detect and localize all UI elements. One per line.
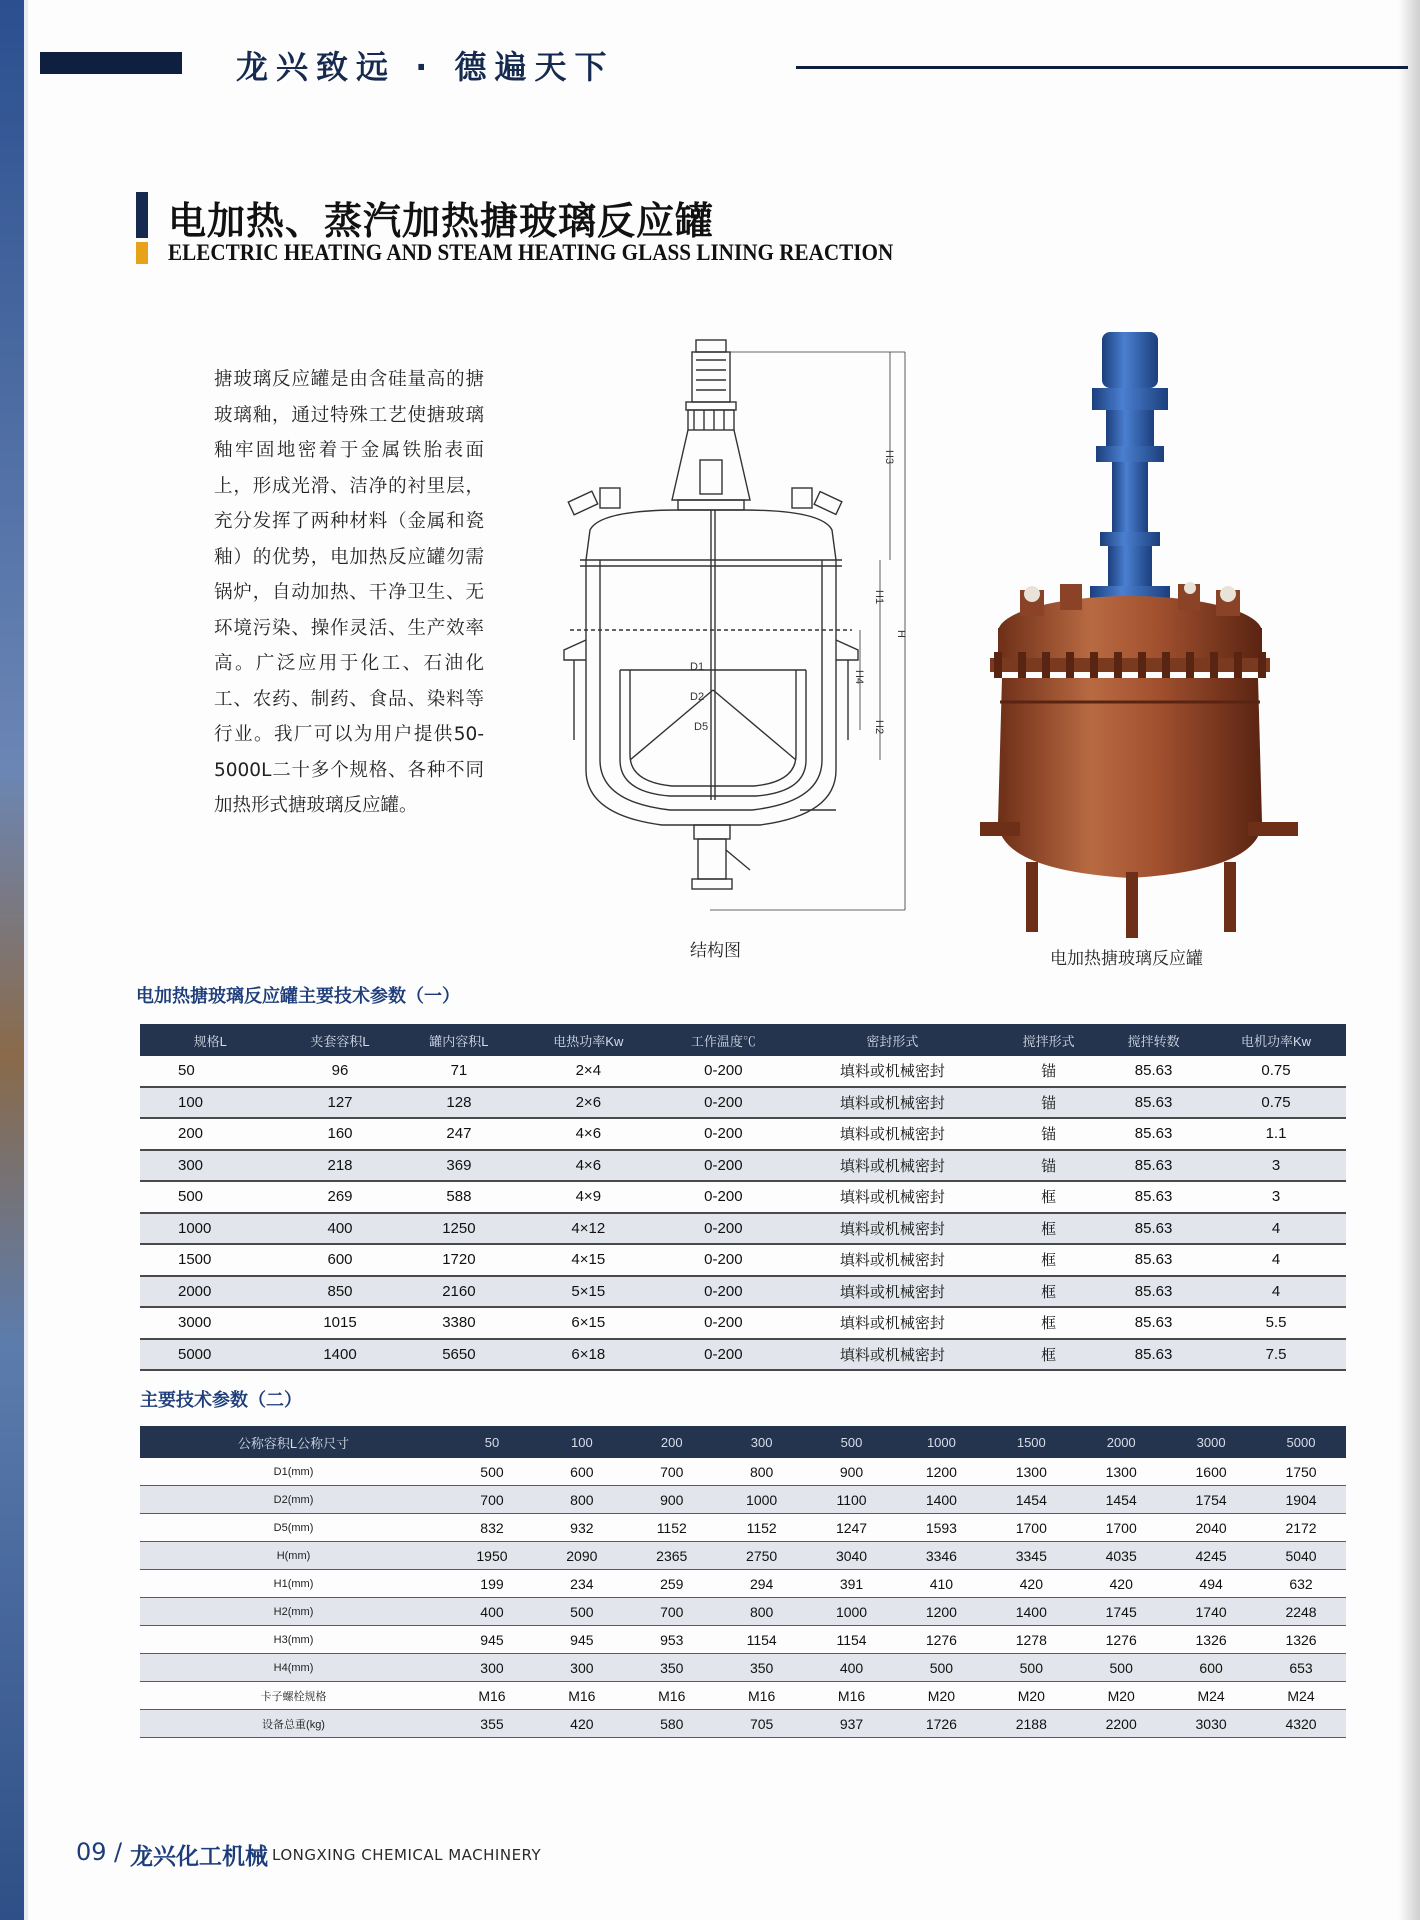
table2-cell: 900 xyxy=(807,1458,897,1486)
table2-cell: H3(mm) xyxy=(140,1626,447,1654)
table1-cell: 1400 xyxy=(281,1339,400,1371)
table2-cell: 800 xyxy=(717,1598,807,1626)
table2-cell: 300 xyxy=(537,1654,627,1682)
table1-cell: 4×15 xyxy=(518,1244,658,1276)
table2-cell: 294 xyxy=(717,1570,807,1598)
table2-cell: 355 xyxy=(447,1710,537,1738)
table2-cell: 3040 xyxy=(807,1542,897,1570)
table1-cell: 0-200 xyxy=(658,1118,788,1150)
header-slogan: 龙兴致远 · 德遍天下 xyxy=(236,48,615,86)
table2-cell: 350 xyxy=(717,1654,807,1682)
table2-header-cell: 2000 xyxy=(1076,1426,1166,1458)
table2-cell: 300 xyxy=(447,1654,537,1682)
table1-cell: 300 xyxy=(140,1150,281,1182)
table-row xyxy=(140,1150,1346,1182)
photo-caption: 电加热搪玻璃反应罐 xyxy=(1050,949,1203,969)
table2-cell: D5(mm) xyxy=(140,1514,447,1542)
table2-cell: 1200 xyxy=(896,1458,986,1486)
table2-cell: 1400 xyxy=(896,1486,986,1514)
table2-cell: 3346 xyxy=(896,1542,986,1570)
table2-cell: 2188 xyxy=(986,1710,1076,1738)
table2-cell: 2090 xyxy=(537,1542,627,1570)
table2-cell: 2365 xyxy=(627,1542,717,1570)
table2-header-cell: 5000 xyxy=(1256,1426,1346,1458)
table1-cell: 128 xyxy=(399,1087,518,1119)
table2-cell: H1(mm) xyxy=(140,1570,447,1598)
diagram-caption: 结构图 xyxy=(690,941,741,961)
table2-header-cell: 200 xyxy=(627,1426,717,1458)
table2-cell: 1326 xyxy=(1256,1626,1346,1654)
table1-cell: 85.63 xyxy=(1101,1213,1206,1245)
footer-page-number: 09 xyxy=(76,1838,107,1866)
table1-cell: 850 xyxy=(281,1276,400,1308)
table2-cell: M16 xyxy=(447,1682,537,1710)
table2-cell: 800 xyxy=(717,1458,807,1486)
table1-cell: 5000 xyxy=(140,1339,281,1371)
table2-cell: 1750 xyxy=(1256,1458,1346,1486)
table-row xyxy=(140,1682,1346,1710)
table2-cell: 500 xyxy=(896,1654,986,1682)
table-row xyxy=(140,1486,1346,1514)
table2-cell: 400 xyxy=(807,1654,897,1682)
table2-cell: 卡子螺栓规格 xyxy=(140,1682,447,1710)
table2-cell: H(mm) xyxy=(140,1542,447,1570)
table1-cell: 0-200 xyxy=(658,1150,788,1182)
table-row xyxy=(140,1213,1346,1245)
table2-cell: 1276 xyxy=(1076,1626,1166,1654)
table2-cell: 700 xyxy=(447,1486,537,1514)
table2-cell: 1100 xyxy=(807,1486,897,1514)
table1-title: 电加热搪玻璃反应罐主要技术参数（一） xyxy=(136,986,460,1007)
table2-cell: 700 xyxy=(627,1598,717,1626)
table2-cell: 580 xyxy=(627,1710,717,1738)
table2-cell: M16 xyxy=(717,1682,807,1710)
table1-cell: 1500 xyxy=(140,1244,281,1276)
title-accent-gold xyxy=(136,242,148,264)
table2-cell: 350 xyxy=(627,1654,717,1682)
table2-cell: 400 xyxy=(447,1598,537,1626)
table2-cell: 420 xyxy=(537,1710,627,1738)
table1-cell: 588 xyxy=(399,1181,518,1213)
table2-cell: 1276 xyxy=(896,1626,986,1654)
table1-cell: 5×15 xyxy=(518,1276,658,1308)
table2-header-cell: 50 xyxy=(447,1426,537,1458)
table-row xyxy=(140,1056,1346,1087)
table1-cell: 4 xyxy=(1206,1213,1346,1245)
table1-cell: 500 xyxy=(140,1181,281,1213)
table1-cell: 1000 xyxy=(140,1213,281,1245)
table1-header-cell: 搅拌形式 xyxy=(996,1024,1101,1056)
table1-cell: 127 xyxy=(281,1087,400,1119)
table2-cell: 932 xyxy=(537,1514,627,1542)
table1-cell: 填料或机械密封 xyxy=(788,1118,996,1150)
table2-cell: 3030 xyxy=(1166,1710,1256,1738)
table2-cell: 420 xyxy=(1076,1570,1166,1598)
table2-cell: M24 xyxy=(1256,1682,1346,1710)
table1-cell: 96 xyxy=(281,1056,400,1087)
table2-cell: 1740 xyxy=(1166,1598,1256,1626)
table2-cell: 600 xyxy=(537,1458,627,1486)
table-row xyxy=(140,1087,1346,1119)
table2-cell: 1400 xyxy=(986,1598,1076,1626)
table1-cell: 填料或机械密封 xyxy=(788,1244,996,1276)
table2-cell: M20 xyxy=(896,1682,986,1710)
table1-cell: 0-200 xyxy=(658,1276,788,1308)
table1-cell: 85.63 xyxy=(1101,1087,1206,1119)
table1-cell: 填料或机械密封 xyxy=(788,1307,996,1339)
table-row xyxy=(140,1570,1346,1598)
page-edge-strip xyxy=(0,0,28,1920)
table2-header-cell: 3000 xyxy=(1166,1426,1256,1458)
table1-cell: 4×12 xyxy=(518,1213,658,1245)
table2-cell: 800 xyxy=(537,1486,627,1514)
table2-cell: 2040 xyxy=(1166,1514,1256,1542)
table2-title: 主要技术参数（二） xyxy=(140,1390,302,1411)
table2-cell: 1726 xyxy=(896,1710,986,1738)
table-row xyxy=(140,1654,1346,1682)
table2-header-cell: 公称容积L公称尺寸 xyxy=(140,1426,447,1458)
table2-cell: 1000 xyxy=(807,1598,897,1626)
intro-paragraph: 搪玻璃反应罐是由含硅量高的搪玻璃釉，通过特殊工艺使搪玻璃釉牢固地密着于金属铁胎表面上，形成光滑、洁净的衬里层，充分发挥了两种材料（金属和瓷釉）的优势，电加热反应罐勿需锅炉，自动加热、干净卫生、无环境污染、操作灵活、生产效率高。广泛应用于化工、石油化工、农药、制药、食品、染料等行业。我厂可以为用户提供50-5000L二十多个规格、各种不同加热形式搪玻璃反应罐。 xyxy=(214,369,484,816)
table1-cell: 4×6 xyxy=(518,1118,658,1150)
diagram-label-h3: H3 xyxy=(883,450,895,465)
table-row xyxy=(140,1458,1346,1486)
table2-cell: M16 xyxy=(627,1682,717,1710)
table2-cell: 945 xyxy=(447,1626,537,1654)
title-accent-dark xyxy=(136,192,148,238)
table1-header-cell: 规格L xyxy=(140,1024,281,1056)
table2-cell: 1326 xyxy=(1166,1626,1256,1654)
table2-cell: 1152 xyxy=(627,1514,717,1542)
diagram-label-h1: H1 xyxy=(873,590,885,605)
table1-cell: 100 xyxy=(140,1087,281,1119)
table1-cell: 框 xyxy=(996,1244,1101,1276)
footer-company-en: LONGXING CHEMICAL MACHINERY xyxy=(272,1846,542,1864)
table1-cell: 0-200 xyxy=(658,1181,788,1213)
table2-cell: 500 xyxy=(447,1458,537,1486)
table1-cell: 247 xyxy=(399,1118,518,1150)
table-row xyxy=(140,1276,1346,1308)
table1-cell: 85.63 xyxy=(1101,1339,1206,1371)
table1-cell: 1015 xyxy=(281,1307,400,1339)
table2-cell: 1950 xyxy=(447,1542,537,1570)
table1-cell: 填料或机械密封 xyxy=(788,1056,996,1087)
table2-cell: 2200 xyxy=(1076,1710,1166,1738)
table1-header-row xyxy=(140,1024,1346,1056)
table-row xyxy=(140,1598,1346,1626)
table1-cell: 2×4 xyxy=(518,1056,658,1087)
structure-diagram xyxy=(560,330,920,930)
table2-cell: M16 xyxy=(537,1682,627,1710)
header-bar-left xyxy=(40,52,182,74)
table2-cell: 2172 xyxy=(1256,1514,1346,1542)
table1-cell: 6×18 xyxy=(518,1339,658,1371)
table1-cell: 1250 xyxy=(399,1213,518,1245)
table1-cell: 3 xyxy=(1206,1181,1346,1213)
table1-cell: 85.63 xyxy=(1101,1276,1206,1308)
table2-cell: 410 xyxy=(896,1570,986,1598)
table1-cell: 85.63 xyxy=(1101,1181,1206,1213)
table1-cell: 85.63 xyxy=(1101,1244,1206,1276)
table2-cell: 700 xyxy=(627,1458,717,1486)
table1-cell: 85.63 xyxy=(1101,1307,1206,1339)
table2-cell: 900 xyxy=(627,1486,717,1514)
table1-cell: 0-200 xyxy=(658,1087,788,1119)
table1-cell: 0-200 xyxy=(658,1213,788,1245)
table1-cell: 填料或机械密封 xyxy=(788,1339,996,1371)
table2-cell: H4(mm) xyxy=(140,1654,447,1682)
table2-header-row xyxy=(140,1426,1346,1458)
table-row xyxy=(140,1181,1346,1213)
table1-cell: 7.5 xyxy=(1206,1339,1346,1371)
table1-cell: 1.1 xyxy=(1206,1118,1346,1150)
table2-cell: M24 xyxy=(1166,1682,1256,1710)
table2-cell: 1745 xyxy=(1076,1598,1166,1626)
table2-cell: 4245 xyxy=(1166,1542,1256,1570)
table1-cell: 71 xyxy=(399,1056,518,1087)
table2-cell: 937 xyxy=(807,1710,897,1738)
table1-cell: 填料或机械密封 xyxy=(788,1150,996,1182)
table2-cell: 1454 xyxy=(1076,1486,1166,1514)
header-rule-right xyxy=(796,66,1408,69)
table1-cell: 3380 xyxy=(399,1307,518,1339)
table-row xyxy=(140,1710,1346,1738)
table1-cell: 200 xyxy=(140,1118,281,1150)
table2-cell: 500 xyxy=(986,1654,1076,1682)
diagram-label-d5: D5 xyxy=(694,721,709,733)
table2-cell: 1754 xyxy=(1166,1486,1256,1514)
spec-table-1 xyxy=(140,1024,1346,1371)
page-title-en: ELECTRIC HEATING AND STEAM HEATING GLASS LINING REACTION xyxy=(168,240,894,265)
table2-cell: M20 xyxy=(1076,1682,1166,1710)
table2-cell: 1600 xyxy=(1166,1458,1256,1486)
diagram-label-h4: H4 xyxy=(853,670,865,685)
table2-cell: 1454 xyxy=(986,1486,1076,1514)
table2-cell: 832 xyxy=(447,1514,537,1542)
table1-cell: 600 xyxy=(281,1244,400,1276)
table2-cell: 1300 xyxy=(986,1458,1076,1486)
table2-header-cell: 100 xyxy=(537,1426,627,1458)
table2-cell: D1(mm) xyxy=(140,1458,447,1486)
table2-header-cell: 500 xyxy=(807,1426,897,1458)
table-row xyxy=(140,1118,1346,1150)
table1-cell: 4×6 xyxy=(518,1150,658,1182)
table1-cell: 锚 xyxy=(996,1118,1101,1150)
table1-cell: 框 xyxy=(996,1276,1101,1308)
table1-cell: 2000 xyxy=(140,1276,281,1308)
table-row xyxy=(140,1307,1346,1339)
table-row xyxy=(140,1339,1346,1371)
table1-cell: 160 xyxy=(281,1118,400,1150)
table2-cell: M20 xyxy=(986,1682,1076,1710)
table1-cell: 2×6 xyxy=(518,1087,658,1119)
table1-header-cell: 搅拌转数 xyxy=(1101,1024,1206,1056)
table1-cell: 85.63 xyxy=(1101,1150,1206,1182)
table1-cell: 5.5 xyxy=(1206,1307,1346,1339)
table-row xyxy=(140,1542,1346,1570)
table2-cell: 420 xyxy=(986,1570,1076,1598)
table1-cell: 85.63 xyxy=(1101,1118,1206,1150)
table1-cell: 锚 xyxy=(996,1087,1101,1119)
table2-cell: 2248 xyxy=(1256,1598,1346,1626)
table1-cell: 4×9 xyxy=(518,1181,658,1213)
table2-cell: 494 xyxy=(1166,1570,1256,1598)
table1-cell: 3000 xyxy=(140,1307,281,1339)
table1-cell: 3 xyxy=(1206,1150,1346,1182)
table2-header-cell: 300 xyxy=(717,1426,807,1458)
table1-cell: 1720 xyxy=(399,1244,518,1276)
table1-cell: 锚 xyxy=(996,1150,1101,1182)
table2-cell: 1300 xyxy=(1076,1458,1166,1486)
table2-cell: 1152 xyxy=(717,1514,807,1542)
table1-cell: 0-200 xyxy=(658,1307,788,1339)
table2-cell: 945 xyxy=(537,1626,627,1654)
table2-cell: 1247 xyxy=(807,1514,897,1542)
table2-cell: 1700 xyxy=(1076,1514,1166,1542)
table1-cell: 4 xyxy=(1206,1276,1346,1308)
table2-cell: 1154 xyxy=(717,1626,807,1654)
diagram-label-d1: D1 xyxy=(690,661,705,673)
table2-cell: 1700 xyxy=(986,1514,1076,1542)
table2-header-cell: 1000 xyxy=(896,1426,986,1458)
table1-cell: 0-200 xyxy=(658,1339,788,1371)
table1-cell: 0.75 xyxy=(1206,1056,1346,1087)
table2-cell: 1593 xyxy=(896,1514,986,1542)
table1-header-cell: 罐内容积L xyxy=(399,1024,518,1056)
table2-cell: D2(mm) xyxy=(140,1486,447,1514)
table2-cell: 1154 xyxy=(807,1626,897,1654)
table1-header-cell: 工作温度℃ xyxy=(658,1024,788,1056)
table2-cell: 1904 xyxy=(1256,1486,1346,1514)
page-fold-shadow xyxy=(1398,0,1420,1920)
table2-cell: 259 xyxy=(627,1570,717,1598)
table-row xyxy=(140,1244,1346,1276)
table1-cell: 369 xyxy=(399,1150,518,1182)
table2-cell: 1200 xyxy=(896,1598,986,1626)
table1-header-cell: 夹套容积L xyxy=(281,1024,400,1056)
table2-header-cell: 1500 xyxy=(986,1426,1076,1458)
table1-cell: 填料或机械密封 xyxy=(788,1276,996,1308)
table2-cell: 4320 xyxy=(1256,1710,1346,1738)
table1-header-cell: 电机功率Kw xyxy=(1206,1024,1346,1056)
table1-cell: 框 xyxy=(996,1339,1101,1371)
table2-cell: 3345 xyxy=(986,1542,1076,1570)
table1-cell: 2160 xyxy=(399,1276,518,1308)
table2-cell: 5040 xyxy=(1256,1542,1346,1570)
table2-cell: 1278 xyxy=(986,1626,1076,1654)
table1-cell: 锚 xyxy=(996,1056,1101,1087)
table2-cell: 632 xyxy=(1256,1570,1346,1598)
diagram-label-h2: H2 xyxy=(873,720,885,735)
table-row xyxy=(140,1514,1346,1542)
diagram-label-h: H xyxy=(895,630,907,638)
table1-cell: 218 xyxy=(281,1150,400,1182)
table1-cell: 400 xyxy=(281,1213,400,1245)
table2-cell: 953 xyxy=(627,1626,717,1654)
reactor-photo xyxy=(980,322,1300,942)
table2-cell: 234 xyxy=(537,1570,627,1598)
table1-cell: 框 xyxy=(996,1307,1101,1339)
table2-cell: 500 xyxy=(537,1598,627,1626)
table1-header-cell: 密封形式 xyxy=(788,1024,996,1056)
footer-separator: / xyxy=(114,1838,123,1866)
table1-cell: 框 xyxy=(996,1181,1101,1213)
table1-cell: 0.75 xyxy=(1206,1087,1346,1119)
table2-cell: 1000 xyxy=(717,1486,807,1514)
table1-cell: 框 xyxy=(996,1213,1101,1245)
table2-cell: 653 xyxy=(1256,1654,1346,1682)
table2-cell: 391 xyxy=(807,1570,897,1598)
table2-cell: 4035 xyxy=(1076,1542,1166,1570)
page-title-cn: 电加热、蒸汽加热搪玻璃反应罐 xyxy=(168,199,715,243)
table1-cell: 6×15 xyxy=(518,1307,658,1339)
table1-cell: 85.63 xyxy=(1101,1056,1206,1087)
table1-cell: 5650 xyxy=(399,1339,518,1371)
table2-cell: 600 xyxy=(1166,1654,1256,1682)
table1-cell: 0-200 xyxy=(658,1056,788,1087)
table2-cell: 500 xyxy=(1076,1654,1166,1682)
table1-cell: 269 xyxy=(281,1181,400,1213)
table2-cell: M16 xyxy=(807,1682,897,1710)
table2-cell: 设备总重(kg) xyxy=(140,1710,447,1738)
table1-cell: 0-200 xyxy=(658,1244,788,1276)
table-row xyxy=(140,1626,1346,1654)
table1-cell: 填料或机械密封 xyxy=(788,1181,996,1213)
table1-cell: 填料或机械密封 xyxy=(788,1213,996,1245)
table2-cell: 2750 xyxy=(717,1542,807,1570)
diagram-label-d2: D2 xyxy=(690,691,705,703)
table1-cell: 填料或机械密封 xyxy=(788,1087,996,1119)
table2-cell: 199 xyxy=(447,1570,537,1598)
table1-cell: 50 xyxy=(140,1056,281,1087)
table1-header-cell: 电热功率Kw xyxy=(518,1024,658,1056)
spec-table-2 xyxy=(140,1426,1346,1738)
table1-cell: 4 xyxy=(1206,1244,1346,1276)
footer-company-cn: 龙兴化工机械 xyxy=(130,1844,268,1870)
table2-cell: 705 xyxy=(717,1710,807,1738)
table2-cell: H2(mm) xyxy=(140,1598,447,1626)
